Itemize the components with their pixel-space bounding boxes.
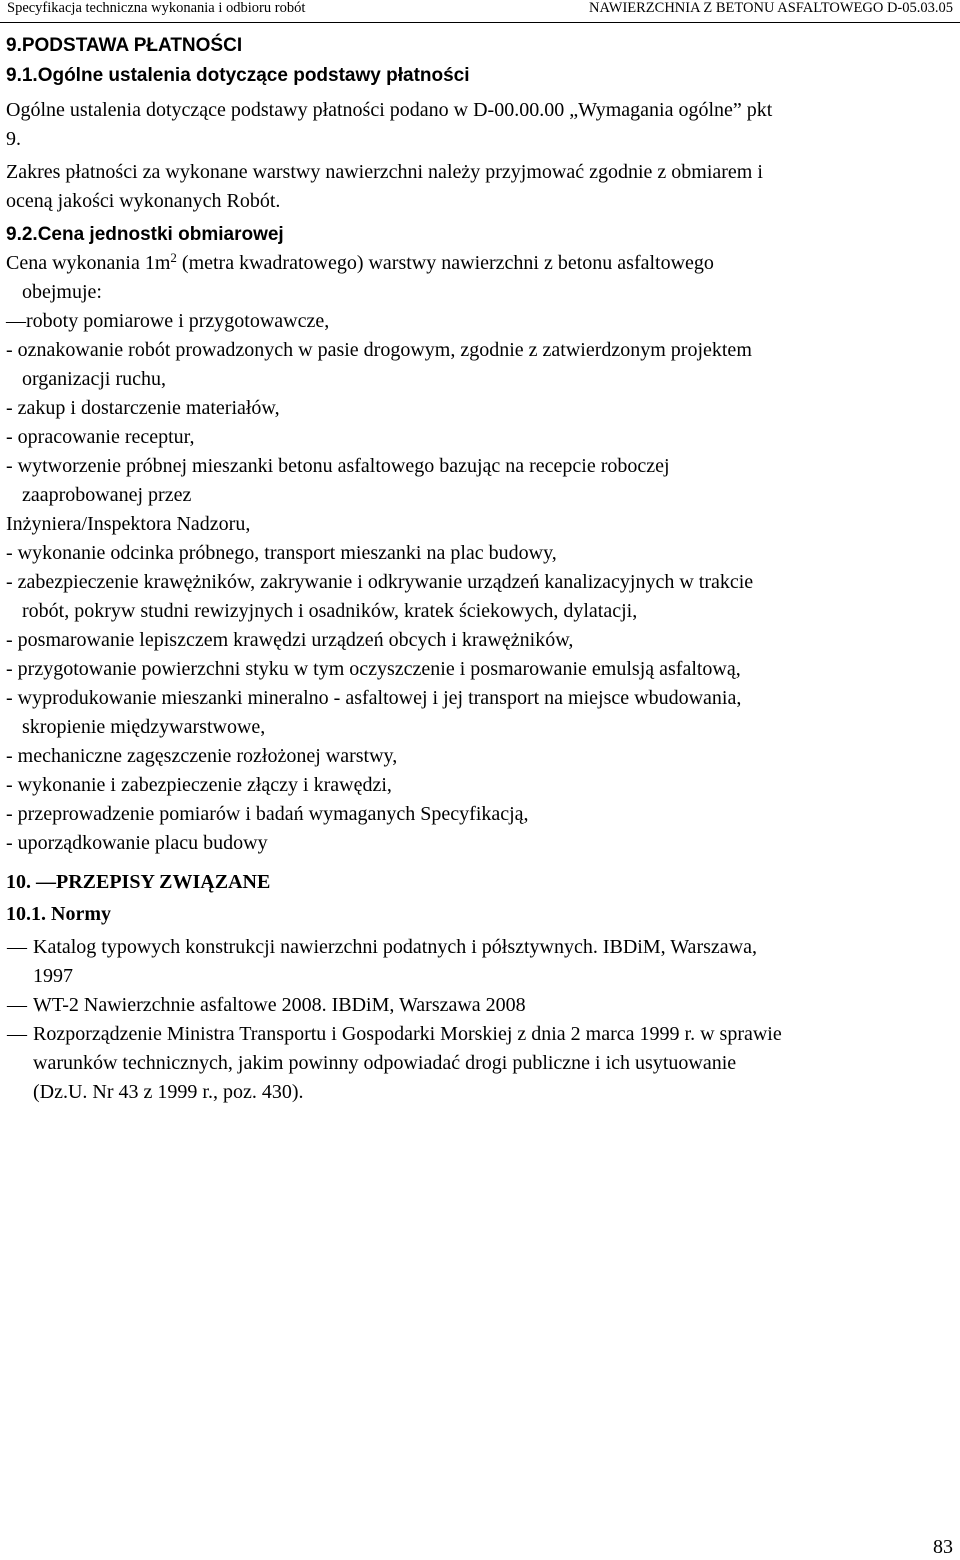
norm-line: WT-2 Nawierzchnie asfaltowe 2008. IBDiM, Warszawa 2008: [33, 994, 526, 1016]
dash-marker: ––: [7, 936, 27, 958]
paragraph-line: 9.: [6, 128, 21, 150]
norm-line: Katalog typowych konstrukcji nawierzchni podatnych i półsztywnych. IBDiM, Warszawa,: [33, 936, 757, 958]
page-number: 83: [933, 1536, 953, 1558]
page-header: [0, 0, 960, 23]
list-item: - zabezpieczenie krawężników, zakrywanie i odkrywanie urządzeń kanalizacyjnych w trakcie: [6, 571, 754, 593]
list-item-continuation: robót, pokryw studni rewizyjnych i osadników, kratek ściekowych, dylatacji,: [22, 600, 638, 622]
list-item: - mechaniczne zagęszczenie rozłożonej warstwy,: [6, 745, 398, 767]
section-9-1-heading: 9.1.Ogólne ustalenia dotyczące podstawy płatności: [6, 65, 470, 86]
price-scope-list: [6, 307, 954, 858]
list-item: - przygotowanie powierzchni styku w tym oczyszczenie i posmarowanie emulsją asfaltową,: [6, 658, 741, 680]
norm-line: (Dz.U. Nr 43 z 1999 r., poz. 430).: [33, 1081, 304, 1103]
list-item: - uporządkowanie placu budowy: [6, 832, 268, 854]
list-item-continuation: zaaprobowanej przez: [22, 484, 192, 506]
list-item: –– roboty pomiarowe i przygotowawcze,: [6, 307, 954, 336]
intro-text: Cena wykonania 1m: [6, 252, 171, 274]
list-item-continuation: skropienie międzywarstwowe,: [22, 716, 266, 738]
section-9-heading: 9.PODSTAWA PŁATNOŚCI: [6, 35, 243, 56]
page-content: [6, 34, 954, 1107]
header-document-code: NAWIERZCHNIA Z BETONU ASFALTOWEGO D-05.03.05: [588, 0, 953, 16]
norm-item: [6, 933, 954, 991]
list-item: - przeprowadzenie pomiarów i badań wymaganych Specyfikacją,: [6, 803, 529, 825]
dash-marker: ––: [7, 1023, 27, 1045]
list-item: - wyprodukowanie mieszanki mineralno - asfaltowej i jej transport na miejsce wbudowania,: [6, 687, 742, 709]
list-item-continuation: organizacji ruchu,: [22, 368, 167, 390]
superscript-exponent: 2: [170, 250, 177, 265]
list-item: - wytworzenie próbnej mieszanki betonu asfaltowego bazując na recepcie roboczej: [6, 455, 670, 477]
section-9-1-scope-paragraph: [6, 158, 954, 216]
section-10-1-heading: 10.1. Normy: [6, 903, 111, 925]
norm-item: [6, 1020, 954, 1107]
norm-line: Rozporządzenie Ministra Transportu i Gospodarki Morskiej z dnia 2 marca 1999 r. w sprawie: [33, 1023, 782, 1045]
list-item: - opracowanie receptur,: [6, 426, 195, 448]
paragraph-line: Zakres płatności za wykonane warstwy nawierzchni należy przyjmować zgodnie z obmiarem i: [6, 161, 763, 183]
norm-item: [6, 991, 954, 1020]
section-9-2-heading: 9.2.Cena jednostki obmiarowej: [6, 224, 284, 245]
list-item: - oznakowanie robót prowadzonych w pasie drogowym, zgodnie z zatwierdzonym projektem: [6, 339, 752, 361]
intro-text: (metra kwadratowego) warstwy nawierzchni z betonu asfaltowego: [176, 252, 714, 274]
section-9-2-intro: [6, 249, 954, 307]
norms-list: [6, 933, 954, 1107]
list-item: - zakup i dostarczenie materiałów,: [6, 397, 280, 419]
norm-line: 1997: [33, 965, 73, 987]
header-spec-title: Specyfikacja techniczna wykonania i odbioru robót: [7, 0, 306, 16]
list-item-continuation: Inżyniera/Inspektora Nadzoru,: [6, 513, 251, 535]
list-item: - wykonanie odcinka próbnego, transport mieszanki na plac budowy,: [6, 542, 557, 564]
paragraph-line: [6, 249, 954, 278]
dash-marker: ––: [7, 994, 27, 1016]
paragraph-line: obejmuje:: [22, 281, 102, 303]
list-item: - posmarowanie lepiszczem krawędzi urządzeń obcych i krawężników,: [6, 629, 574, 651]
list-item: - wykonanie i zabezpieczenie złączy i krawędzi,: [6, 774, 392, 796]
paragraph-line: oceną jakości wykonanych Robót.: [6, 190, 281, 212]
norm-line: warunków technicznych, jakim powinny odpowiadać drogi publiczne i ich usytuowanie: [33, 1052, 737, 1074]
paragraph-line: Ogólne ustalenia dotyczące podstawy płatności podano w D-00.00.00 „Wymagania ogólne” pkt: [6, 99, 773, 121]
section-9-1-paragraph: [6, 96, 954, 154]
section-10-heading: 10. ––PRZEPISY ZWIĄZANE: [6, 871, 271, 893]
